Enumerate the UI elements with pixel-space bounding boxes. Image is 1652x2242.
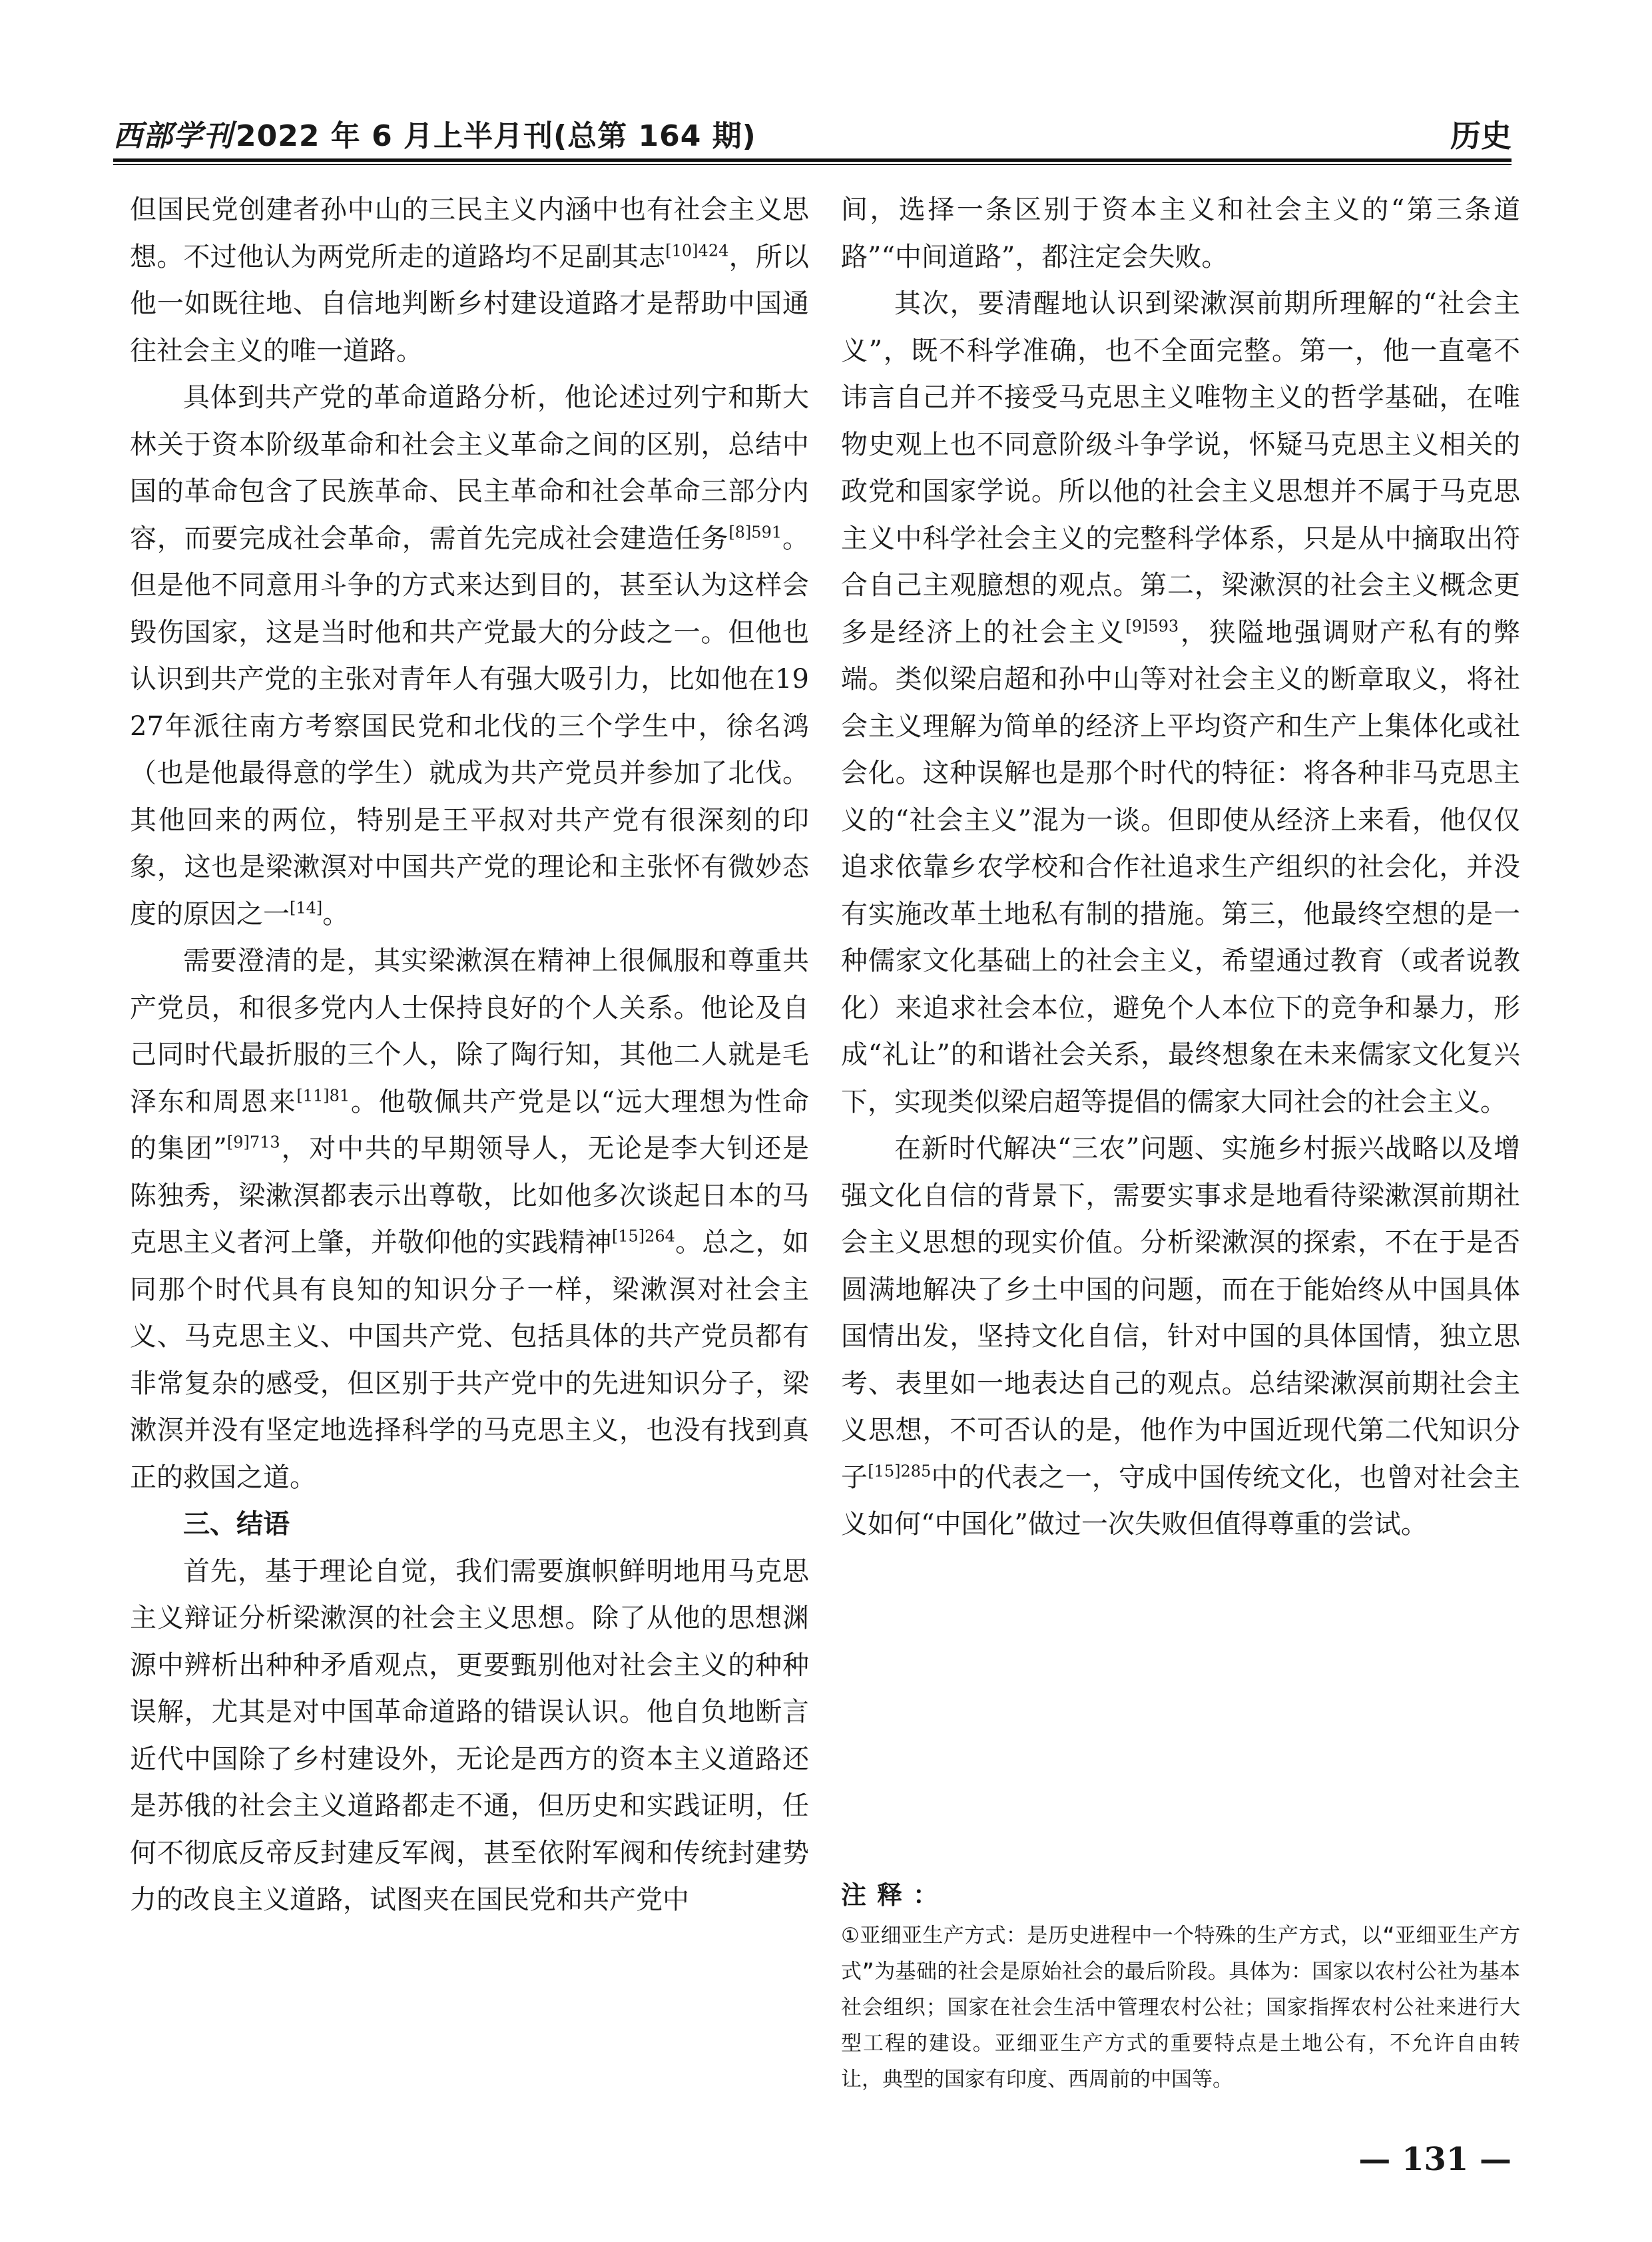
paragraph: 但国民党创建者孙中山的三民主义内涵中也有社会主义思想。不过他认为两党所走的道路均不足副其志$^{[10]424}$，所以他一如既往地、自信地判断乡村建设道路才是帮助中国通往社会主义的唯一道路。: [130, 194, 810, 366]
citation: [10]424: [665, 241, 729, 260]
left-column: [130, 186, 809, 1924]
paragraph: 具体到共产党的革命道路分析，他论述过列宁和斯大林关于资本阶级革命和社会主义革命之间的区别，总结中国的革命包含了民族革命、民主革命和社会革命三部分内容，而要完成社会革命，需首先完成社会建造任务$^{[8]591}$。但是他不同意用斗争的方式来达到目的，甚至认为这样会毁伤国家，这是当时他和共产党最大的分歧之一。但他也认识到共产党的主张对青年人有强大吸引力，比如他在1927年派往南方考察国民党和北伐的三个学生中，徐名鸿（也是他最得意的学生）就成为共产党员并参加了北伐。其他回来的两位，特别是王平叔对共产党有很深刻的印象，这也是梁漱溟对中国共产党的理论和主张怀有微妙态度的原因之一[14]。: [130, 382, 810, 930]
paragraph: 需要澄清的是，其实梁漱溟在精神上很佩服和尊重共产党员，和很多党内人士保持良好的个人关系。他论及自己同时代最折服的三个人，除了陶行知，其他二人就是毛泽东和周恩来$^{[11]81}$。他敬佩共产党是以“远大理想为性命的集团”$^{[9]713}$，对中共的早期领导人，无论是李大钊还是陈独秀，梁漱溟都表示出尊敬，比如他多次谈起日本的马克思主义者河上肇，并敬仰他的实践精神$^{[15]264}$。总之，如同那个时代具有良知的知识分子一样，梁漱溟对社会主义、马克思主义、中国共产党、包括具体的共产党员都有非常复杂的感受，但区别于共产党中的先进知识分子，梁漱溟并没有坚定地选择科学的马克思主义，也没有找到真正的救国之道。: [130, 946, 810, 1493]
footnote: [841, 1918, 1520, 2098]
paragraph: 间，选择一条区别于资本主义和社会主义的“第三条道路”“中间道路”，都注定会失败。: [841, 194, 1520, 272]
paragraph: 在新时代解决“三农”问题、实施乡村振兴战略以及增强文化自信的背景下，需要实事求是地看待梁漱溟前期社会主义思想的现实价值。分析梁漱溟的探索，不在于是否圆满地解决了乡土中国的问题，而在于能始终从中国具体国情出发，坚持文化自信，针对中国的具体国情，独立思考、表里如一地表达自己的观点。总结梁漱溟前期社会主义思想，不可否认的是，他作为中国近现代第二代知识分子$^{[15]285}$中的代表之一，守成中国传统文化，也曾对社会主义如何“中国化”做过一次失败但值得尊重的尝试。: [841, 1133, 1521, 1540]
citation: [9]713: [226, 1133, 280, 1152]
notes-title: 注释：: [841, 1880, 950, 1910]
section-heading: 三、结语: [183, 1509, 290, 1540]
section-label: 历史: [1450, 118, 1512, 154]
footnote-text: 亚细亚生产方式：是历史进程中一个特殊的生产方式，以“亚细亚生产方式”为基础的社会是原始社会的最后阶段。具体为：国家以农村公社为基本社会组织；国家在社会生活中管理农村公社；国家指挥农村公社来进行大型工程的建设。亚细亚生产方式的重要特点是土地公有，不允许自由转让，典型的国家有印度、西周前的中国等。: [841, 1924, 1520, 2092]
paragraph: 其次，要清醒地认识到梁漱溟前期所理解的“社会主义”，既不科学准确，也不全面完整。第一，他一直毫不讳言自己并不接受马克思主义唯物主义的哲学基础，在唯物史观上也不同意阶级斗争学说，怀疑马克思主义相关的政党和国家学说。所以他的社会主义思想并不属于马克思主义中科学社会主义的完整科学体系，只是从中摘取出符合自己主观臆想的观点。第二，梁漱溟的社会主义概念更多是经济上的社会主义$^{[9]593}$，狭隘地强调财产私有的弊端。类似梁启超和孙中山等对社会主义的断章取义，将社会主义理解为简单的经济上平均资产和生产上集体化或社会化。这种误解也是那个时代的特征：将各种非马克思主义的“社会主义”混为一谈。但即使从经济上来看，他仅仅追求依靠乡农学校和合作社追求生产组织的社会化，并没有实施改革土地私有制的措施。第三，他最终空想的是一种儒家文化基础上的社会主义，希望通过教育（或者说教化）来追求社会本位，避免个人本位下的竞争和暴力，形成“礼让”的和谐社会关系，最终想象在未来儒家文化复兴下，实现类似梁启超等提倡的儒家大同社会的社会主义。: [841, 288, 1521, 1117]
footnote-marker: ①: [841, 1924, 860, 1948]
page-number: — 131 —: [1358, 2141, 1512, 2178]
header-rule-thin: [113, 164, 1512, 165]
citation: [9]593: [1125, 617, 1179, 636]
right-column: [841, 186, 1520, 1548]
journal-logo: 西部学刊: [113, 119, 233, 153]
header-rule: [113, 158, 1512, 162]
issue-info: 2022 年 6 月上半月刊(总第 164 期): [236, 119, 756, 153]
citation: [14]: [290, 898, 323, 918]
paragraph: 首先，基于理论自觉，我们需要旗帜鲜明地用马克思主义辩证分析梁漱溟的社会主义思想。除了从他的思想渊源中辨析出种种矛盾观点，更要甄别他对社会主义的种种误解，尤其是对中国革命道路的错误认识。他自负地断言近代中国除了乡村建设外，无论是西方的资本主义道路还是苏俄的社会主义道路都走不通，但历史和实践证明，任何不彻底反帝反封建反军阀，甚至依附军阀和传统封建势力的改良主义道路，试图夹在国民党和共产党中: [130, 1555, 809, 1915]
citation: [15]264: [611, 1227, 675, 1246]
citation: [11]81: [296, 1086, 350, 1105]
citation: [15]285: [868, 1462, 932, 1481]
citation: [8]591: [728, 523, 782, 542]
page-header: [113, 112, 1512, 152]
journal-title: [113, 112, 756, 154]
